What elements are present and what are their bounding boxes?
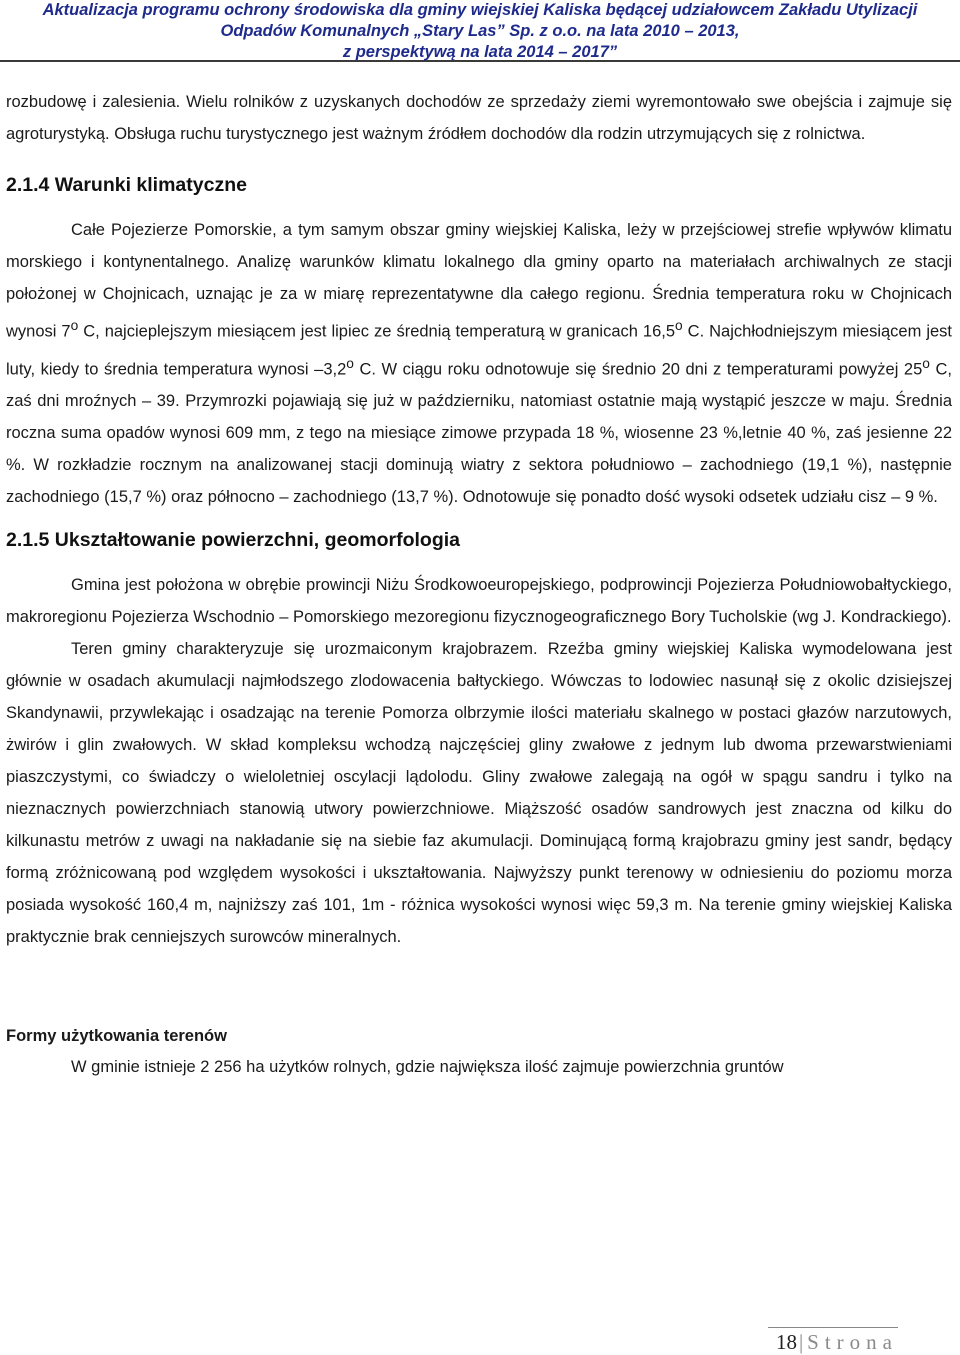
- document-header: [0, 0, 960, 62]
- header-line-3: z perspektywą na lata 2014 – 2017”: [342, 43, 618, 61]
- header-line-1: Aktualizacja programu ochrony środowiska dla gminy wiejskiej Kaliska będącej udziałowcem Zakładu Utylizacji: [42, 1, 918, 19]
- section-title-klimat: 2.1.4 Warunki klimatyczne: [6, 174, 247, 196]
- paragraph-geomorfologia-1: Gmina jest położona w obrębie prowincji Niżu Środkowoeuropejskiego, podprowincji Pojezierza Południowobałtyckiego, makroregionu Pojezierza Wschodnio – Pomorskiego mezoregionu fizycznogeograficznego Bory Tucholskie (wg J. Kondrackiego).: [6, 576, 952, 626]
- header-line-2: Odpadów Komunalnych „Stary Las” Sp. z o.o. na lata 2010 – 2013,: [220, 22, 740, 40]
- section-title-geomorfologia: 2.1.5 Ukształtowanie powierzchni, geomorfologia: [6, 529, 461, 551]
- footer-separator: |: [798, 1330, 804, 1354]
- page-number: 18: [775, 1330, 797, 1354]
- page-footer: [768, 1327, 898, 1355]
- section-title-formy: Formy użytkowania terenów: [6, 1027, 227, 1045]
- intro-paragraph: rozbudowę i zalesienia. Wielu rolników z uzyskanych dochodów ze sprzedaży ziemi wyremontowało swe obejścia i zajmuje się agroturystyką. Obsługa ruchu turystycznego jest ważnym źródłem dochodów dla rodzin utrzymujących się z rolnictwa.: [6, 93, 952, 143]
- paragraph-geomorfologia-2: Teren gminy charakteryzuje się urozmaiconym krajobrazem. Rzeźba gminy wiejskiej Kaliska wymodelowana jest głównie w osadach akumulacji najmłodszego zlodowacenia bałtyckiego. Wówczas to lodowiec nasunął się z okolic dzisiejszej Skandynawii, przywlekając i osadzając na terenie Pomorza olbrzymie ilości materiału skalnego w postaci głazów narzutowych, żwirów i glin zwałowych. W skład kompleksu wchodzą najczęściej gliny zwałowe z jednym lub dwoma przewarstwieniami piaszczystymi, co świadczy o wieloletniej oscylacji lądolodu. Gliny zwałowe zalegają na ogół w spągu sandru i tylko na nieznacznych powierzchniach stanowią utwory powierzchniowe. Miąższość osadów sandrowych jest znaczna od kilku do kilkunastu metrów z uwagi na nakładanie się na siebie faz akumulacji. Dominującą formą krajobrazu gminy jest sandr, będący formą zróżnicowaną pod względem wysokości i ukształtowania. Najwyższy punkt terenowy w odniesieniu do poziomu morza posiada wysokość 160,4 m, najniższy zaś 101, 1m - różnica wysokości wynosi więc 59,3 m. Na terenie gminy wiejskiej Kaliska praktycznie brak cenniejszych surowców mineralnych.: [6, 640, 952, 946]
- document-body: [6, 86, 952, 1083]
- paragraph-formy: W gminie istnieje 2 256 ha użytków rolnych, gdzie największa ilość zajmuje powierzchnia gruntów: [71, 1058, 784, 1076]
- paragraph-klimat: Całe Pojezierze Pomorskie, a tym samym obszar gminy wiejskiej Kaliska, leży w przejściowej strefie wpływów klimatu morskiego i kontynentalnego. Analizę warunków klimatu lokalnego dla gminy oparto na materiałach archiwalnych ze stacji położonej w Chojnicach, uznając je za w miarę reprezentatywne dla całego regionu. Średnia temperatura roku w Chojnicach wynosi 7$^o$ C, najcieplejszym miesiącem jest lipiec ze średnią temperaturą w granicach 16,5$^o$ C. Najchłodniejszym miesiącem jest luty, kiedy to średnia temperatura wynosi –3,2$^o$ C. W ciągu roku odnotowuje się średnio 20 dni z temperaturami powyżej 25$^o$ C, zaś dni mroźnych – 39. Przymrozki pojawiają się już w październiku, natomiast ostatnie mają wystąpić jeszcze w maju. Średnia roczna suma opadów wynosi 609 mm, z tego na miesiące zimowe przypada 18 %, wiosenne 23 %,letnie 40 %, zaś jesienne 22 %. W rozkładzie rocznym na analizowanej stacji dominują wiatry z sektora południowo – zachodniego (19,1 %), następnie zachodniego (15,7 %) oraz północno – zachodniego (13,7 %). Odnotowuje się ponadto dość wysoki odsetek udziału cisz – 9 %.: [6, 221, 953, 506]
- page-label: Strona: [807, 1330, 898, 1354]
